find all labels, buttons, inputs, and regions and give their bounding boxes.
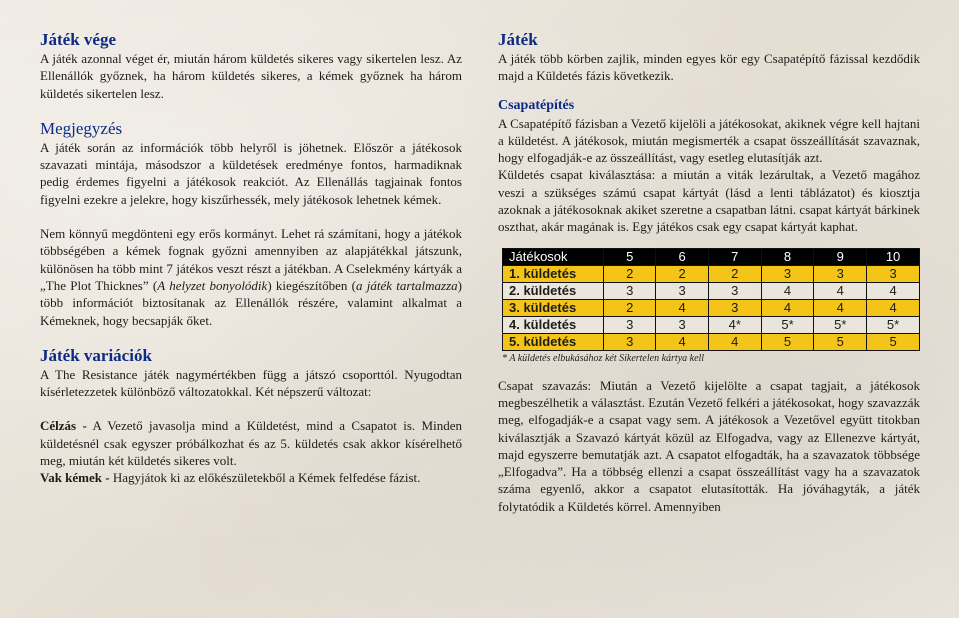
table-cell: 3	[708, 299, 761, 316]
table-header-row	[503, 248, 920, 265]
table-row-label: 2. küldetés	[503, 282, 604, 299]
table-cell: 3	[867, 265, 920, 282]
table-cell: 3	[656, 316, 708, 333]
table-cell: 3	[708, 282, 761, 299]
table-cell: 4	[656, 299, 708, 316]
note-text-2a: Nem könnyű megdönteni egy erős kormányt. Lehet rá számítani, hogy a játékok többségében a kémek fognak győzni amennyiben az alapjátékkal játszunk, különösen ha több mint 7 játékos veszt részt a játékban. A Cselekmény kártyák a „The Plot Thicknes” (	[40, 226, 462, 293]
table-cell: 3	[656, 282, 708, 299]
table-cell: 2	[708, 265, 761, 282]
table-row	[503, 282, 920, 299]
team-building-text-1: A Csapatépítő fázisban a Vezető kijelöli a játékosokat, akiknek végre kell hajtani a küldetést. A játékosok, miután megismerték a csapat összeállítását szavaznak, hogy elfogadják-e az összeállítást, vagy esetleg elutasítják azt.	[498, 115, 920, 166]
game-end-text: A játék azonnal véget ér, miután három küldetés sikeres vagy sikertelen lesz. Az Ellenállók győznek, ha három küldetés sikeres, a kémek győznek ha három küldetés sikertelen lesz.	[40, 51, 462, 101]
table-cell: 6	[656, 248, 708, 265]
table-row	[503, 316, 920, 333]
table-row	[503, 333, 920, 350]
table-cell: 4	[867, 282, 920, 299]
blind-spies-variant	[40, 469, 462, 486]
team-building-text-2: Küldetés csapat kiválasztása: a miután a viták lezárultak, a Vezető magához veszi a szükséges számú csapat kártyát (lásd a lenti táblázatot) és kiosztja azoknak a játékosoknak akiket szeretne a csapatban látni. csapat kártyát bárkinek oszthat, akár magának is. Egy játékos csak egy csapat kártyát kaphat.	[498, 167, 920, 235]
blind-spies-text: Hagyjátok ki az előkészületekből a Kémek felfedése fázist.	[109, 470, 421, 486]
table-cell: 4*	[708, 316, 761, 333]
table-cell: 3	[761, 265, 814, 282]
table-cell: 2	[603, 265, 655, 282]
left-column	[40, 30, 462, 487]
table-cell: 2	[603, 299, 655, 316]
table-row	[503, 299, 920, 316]
table-cell: 5	[867, 333, 920, 350]
table-cell: 3	[603, 316, 655, 333]
table-cell: 4	[761, 299, 814, 316]
table-cell: 9	[814, 248, 867, 265]
note-text-2	[40, 225, 462, 329]
table-cell: 3	[603, 333, 655, 350]
table-row	[503, 265, 920, 282]
table-cell: 4	[761, 282, 814, 299]
game-text: A játék több körben zajlik, minden egyes kör egy Csapatépítő fázissal kezdődik majd a Küldetés fázis következik.	[498, 51, 920, 84]
table-cell: 8	[761, 248, 814, 265]
targeting-variant	[40, 417, 462, 469]
table-cell: 5	[814, 333, 867, 350]
table-cell: 3	[603, 282, 655, 299]
note-text-2c: ) több információt biztosítanak az Ellenállók részére, valamint alkalmat a Kémeknek, hogy becsapják őket.	[40, 277, 463, 328]
table-cell: 4	[656, 333, 708, 350]
note-italic-1: A helyzet bonyolódik	[157, 277, 268, 293]
note-text-2b: ) kiegészítőben (	[267, 277, 356, 293]
table-row-label: Játékosok	[503, 248, 604, 265]
table-cell: 4	[814, 282, 867, 299]
blind-spies-label: Vak kémek -	[40, 470, 110, 486]
table-cell: 7	[708, 248, 761, 265]
table-cell: 5	[761, 333, 814, 350]
team-vote-text: Csapat szavazás: Miután a Vezető kijelölte a csapat tagjait, a játékosok megbeszélhetik a választást. Ezután Vezető felkéri a játékosokat, hogy szavazzák meg, elfogadják-e a csapat vagy sem. A játékosok a Vezetővel együtt titokban kiválasztják a Szavazó kártyát közül az Elfogadva, vagy az Ellenezve kártyát, majd egyszerre bemutatják azt. A csapatot elfogadták, ha a szavazatok többsége „Elfogadva”. Ha a többség ellenzi a csapat összeállítást vagy ha a szavazatok száma egyenlő, akkor a csapatot elutasították. Ha jóváhagyták, a játék folytatódik a Küldetés körrel. Amennyiben	[498, 377, 920, 514]
game-heading: Játék	[498, 30, 538, 49]
table-footnote: * A küldetés elbukásához két Sikertelen kártya kell	[502, 352, 705, 364]
targeting-text: A Vezető javasolja mind a Küldetést, mind a Csapatot is. Minden küldetésnél csak egyszer próbálkozhat és az 5. küldetés csak akkor kísérelhető meg, miután két küldetés sikeres volt.	[40, 418, 462, 469]
table-row-label: 5. küldetés	[503, 333, 604, 350]
table-cell: 3	[814, 265, 867, 282]
team-building-heading: Csapatépítés	[498, 97, 575, 113]
table-cell: 4	[867, 299, 920, 316]
table-cell: 4	[814, 299, 867, 316]
note-heading: Megjegyzés	[40, 118, 123, 138]
mission-team-size-table	[502, 248, 920, 351]
variants-heading: Játék variációk	[40, 345, 152, 365]
note-italic-2: a játék tartalmazza	[355, 277, 458, 293]
game-end-heading: Játék vége	[40, 30, 117, 49]
table-row-label: 3. küldetés	[503, 299, 604, 316]
variants-text: A The Resistance játék nagymértékben függ a játszó csoporttól. Nyugodtan kísérletezzetek különböző változatokkal. Két népszerű változat:	[40, 366, 462, 400]
table-cell: 2	[656, 265, 708, 282]
table-row-label: 4. küldetés	[503, 316, 604, 333]
table-cell: 5*	[867, 316, 920, 333]
table-cell: 5	[603, 248, 655, 265]
table-cell: 10	[867, 248, 920, 265]
note-text-1: A játék során az információk több helyről is jöhetnek. Először a játékosok szavazati mintája, másodszor a küldetések eredménye fontos, harmadiknak pedig érdemes figyelni a játékosok reakciót. Az Ellenállás tagjainak fontos figyelni ezekre a jelekre, hogy kiszűrhessék, mely játékosok lehetnek kémek.	[40, 139, 462, 207]
table-cell: 4	[708, 333, 761, 350]
table-cell: 5*	[814, 316, 867, 333]
right-column	[498, 30, 920, 515]
table-cell: 5*	[761, 316, 814, 333]
table-row-label: 1. küldetés	[503, 265, 604, 282]
targeting-label: Célzás -	[40, 418, 87, 434]
